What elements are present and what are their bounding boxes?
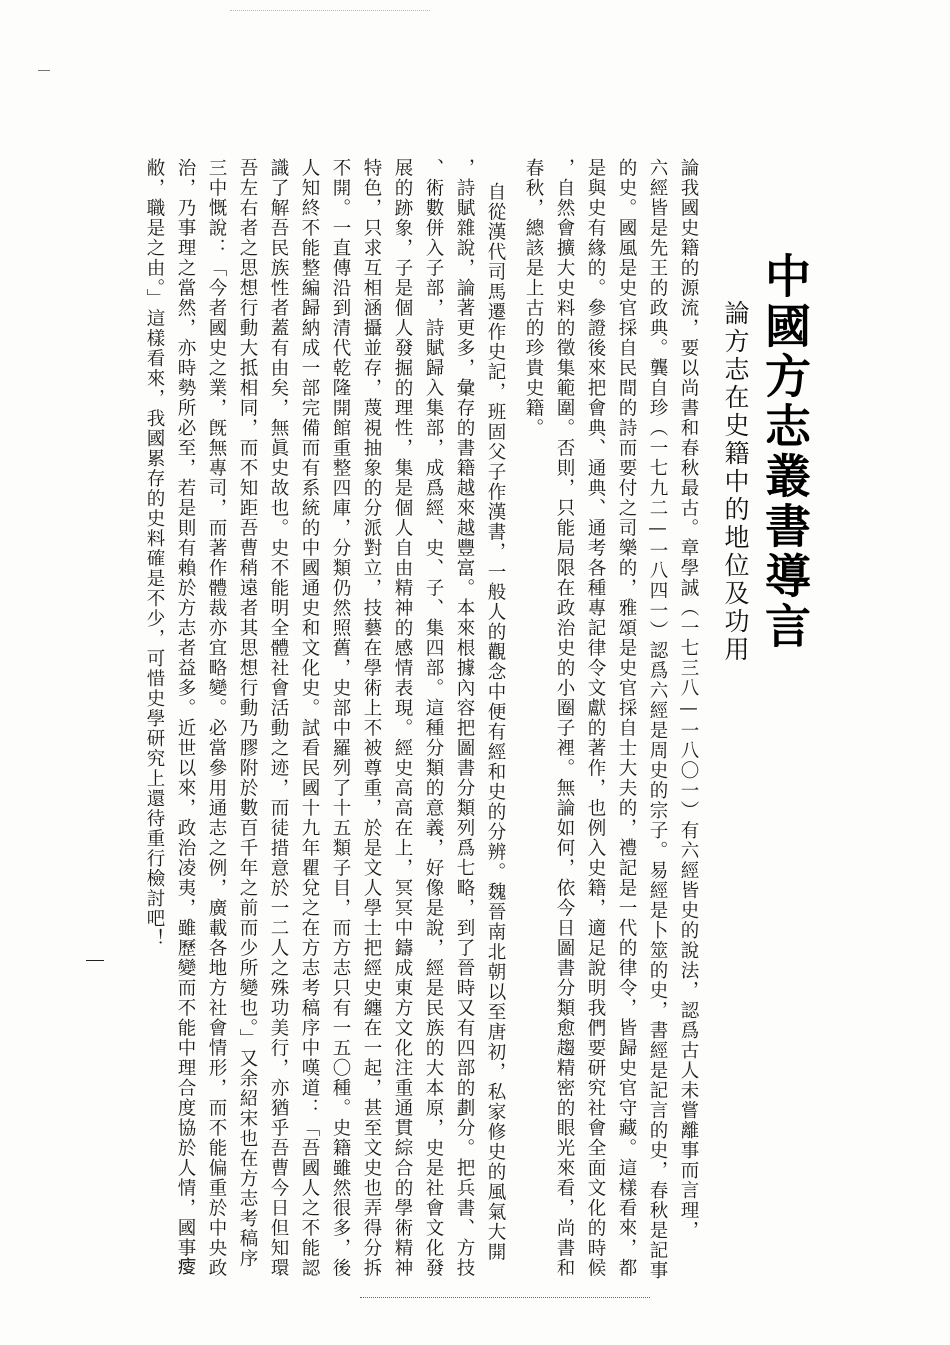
body-line: 三中慨說：「今者國史之業，旣無專司，而著作體裁亦宜略變。必當參用通志之例，廣載各地方社會情形，而不能偏重於中央政 [206,158,227,1278]
scan-artifact [230,10,430,12]
body-line: 、術數併入子部，詩賦歸入集部，成爲經、史、子、集四部。這種分類的意義，好像是說，經是民族的大本原，史是社會文化發 [423,158,444,1278]
body-line: 春秋，總該是上古的珍貴史籍。 [523,158,544,438]
scan-artifact [360,1297,650,1299]
body-line: 六經皆是先王的政典。龔自珍（一七九二—一八四一）認爲六經是周史的宗子。易經是卜筮的史，書經是記言的史，春秋是記事 [647,158,668,1281]
body-line: 自從漢代司馬遷作史記，班固父子作漢書，一般人的觀念中便有經和史的分辨。魏晉南北朝以至唐初，私家修史的風氣大開 [485,182,506,1262]
page-title: 中國方志叢書導言 [758,252,812,652]
body-line: 的史。國風是史官採自民間的詩而要付之司樂的，雅頌是史官採自士大夫的，禮記是一代的律令，皆歸史官守藏。這樣看來，都 [616,158,637,1278]
body-line: 識了解吾民族性者蓋有由矣，無眞史故也。史不能明全體社會活動之迹，而徒措意於一二人之殊功美行，亦猶乎吾曹今日但知環 [268,158,289,1278]
body-line: 吾左右者之思想行動大抵相同，而不知距吾曹稍遠者其思想行動乃膠附於數百千年之前而少所變也。」又余紹宋也在方志考稿序 [237,158,258,1269]
body-line: 治，乃事理之當然，亦時勢所必至，若是則有賴於方志者益多。近世以來，政治凌夷，雖歷變而不能中理合度協於人情，國事𤸃 [175,158,196,1278]
body-line: ，詩賦雜說，論著更多，彙存的書籍越來越豐富。本來根據內容把圖書分類列爲七略，到了晉時又有四部的劃分。把兵書、方技 [454,158,475,1278]
body-line: 敝，職是之由。」這樣看來，我國累存的史料確是不少，可惜史學研究上還待重行檢討吧！ [144,158,165,949]
page-subtitle: 論方志在史籍中的地位及功用 [721,300,750,664]
body-line: 論我國史籍的源流，要以尚書和春秋最古。章學誠（一七三八—一八〇一）有六經皆史的說法，認爲古人未嘗離事而言理， [678,158,699,1241]
body-line: 是與史有緣的。參證後來把會典、通典、通考各種專記律令文獻的著作，也例入史籍，適足說明我們要研究社會全面文化的時候 [585,158,606,1278]
body-line: 特色，只求互相涵攝並存，蔑視抽象的分派對立，技藝在學術上不被尊重，於是文人學士把經史纏在一起，甚至文史也弄得分拆 [361,158,382,1278]
body-line: 人知終不能整編歸納成一部完備而有系統的中國通史和文化史。試看民國十九年瞿兌之在方志考稿序中嘆道：「吾國人之不能認 [299,158,320,1278]
scan-artifact [86,960,104,961]
scan-artifact [38,70,50,71]
body-line: 不開。一直傳沿到清代乾隆開館重整四庫，分類仍然照舊，史部中羅列了十五類子目，而方志只有一五〇種。史籍雖然很多，後 [330,158,351,1278]
body-line: 展的跡象，子是個人發掘的理性，集是個人自由精神的感情表現。經史高高在上，冥冥中鑄成東方文化注重通貫綜合的學術精神 [392,158,413,1278]
body-line: ，自然會擴大史料的徵集範圍。否則，只能局限在政治史的小圈子裡。無論如何，依今日圖書分類愈趨精密的眼光來看，尚書和 [554,158,575,1278]
